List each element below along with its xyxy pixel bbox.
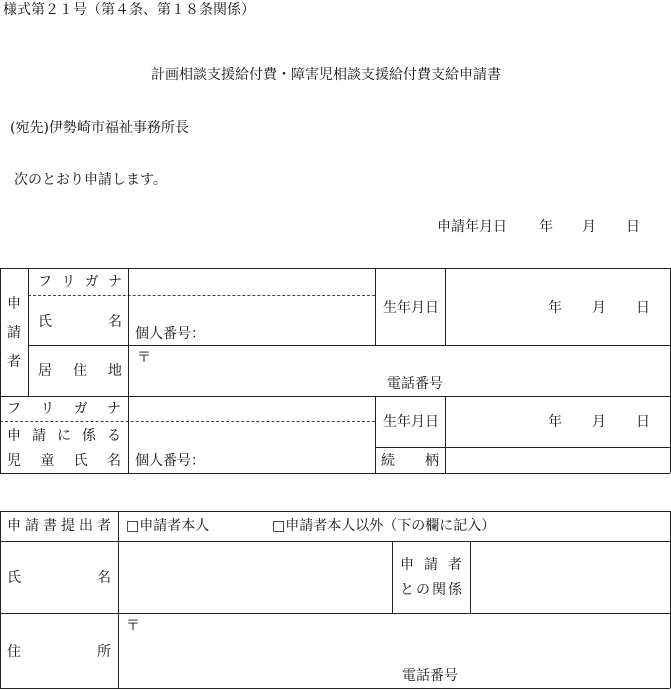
label-char: 住 — [73, 363, 87, 379]
label-char: の — [416, 582, 430, 598]
label-char: 申 — [7, 296, 21, 312]
label-char: 名 — [97, 570, 111, 586]
applicant-address-field[interactable] — [129, 347, 669, 395]
application-date-label: 申請年月日 — [437, 219, 507, 235]
name-label — [38, 315, 122, 329]
child-birthdate-field[interactable] — [446, 398, 669, 446]
label-char: 申 — [7, 518, 21, 534]
child-label-row2 — [7, 454, 121, 468]
label-char: 出 — [79, 518, 93, 534]
postal-mark: 〒 — [137, 350, 151, 366]
label-char: 係 — [82, 428, 96, 444]
label-char: 柄 — [425, 453, 439, 469]
applicant-furigana-field[interactable] — [128, 270, 375, 294]
label-char: ガ — [73, 401, 88, 417]
submitter-name-label — [7, 571, 111, 585]
phone-label: 電話番号 — [387, 376, 443, 392]
label-char: る — [107, 428, 121, 444]
birthdate-label: 生年月日 — [383, 300, 439, 316]
submitter-address-label — [7, 645, 111, 659]
submitter-name-field[interactable] — [119, 543, 391, 612]
label-char: 申 — [400, 557, 414, 573]
applicant-label — [6, 297, 22, 369]
relationship-label — [381, 454, 439, 468]
label-char: 氏 — [38, 314, 52, 330]
birthdate-day: 日 — [636, 300, 650, 316]
application-date-month: 月 — [582, 219, 596, 235]
label-char: 名 — [108, 314, 122, 330]
label-char: リ — [40, 401, 55, 417]
label-char: 氏 — [7, 570, 21, 586]
child-furigana-label — [7, 402, 121, 416]
birthdate-year: 年 — [548, 300, 562, 316]
child-label-row1 — [7, 429, 121, 443]
submitter-label — [7, 519, 111, 533]
child-birthdate-month: 月 — [592, 414, 606, 430]
label-char: 申 — [7, 428, 21, 444]
label-char: 請 — [424, 557, 438, 573]
label-char: に — [57, 428, 71, 444]
label-char: 書 — [43, 518, 57, 534]
label-char: 居 — [38, 363, 52, 379]
label-char: フ — [38, 274, 52, 290]
furigana-label — [38, 275, 122, 289]
label-char: 児 — [7, 453, 21, 469]
label-char: 所 — [97, 644, 111, 660]
label-char: 続 — [381, 453, 395, 469]
label-char: 氏 — [73, 453, 88, 469]
relation-label-row1 — [400, 558, 462, 572]
submitter-relation-field[interactable] — [471, 543, 669, 612]
label-char: と — [400, 582, 414, 598]
label-char: ガ — [84, 274, 99, 290]
application-date-day: 日 — [626, 219, 640, 235]
label-char: 住 — [7, 644, 21, 660]
submitter-address-field[interactable] — [119, 615, 669, 687]
submitter-phone-label: 電話番号 — [402, 668, 458, 684]
submitter-postal-mark: 〒 — [126, 618, 140, 634]
label-char: 請 — [7, 325, 21, 341]
my-number-label: 個人番号： — [135, 326, 205, 342]
label-char: 者 — [7, 354, 21, 370]
relation-label-row2 — [400, 583, 462, 597]
child-birthdate-year: 年 — [548, 414, 562, 430]
form-number: 様式第２１号（第４条、第１８条関係） — [3, 2, 255, 18]
label-char: 童 — [40, 453, 55, 469]
label-char: フ — [7, 401, 21, 417]
label-char: 地 — [108, 363, 122, 379]
form-title: 計画相談支援給付費・障害児相談支援給付費支給申請書 — [151, 67, 501, 83]
birthdate-month: 月 — [592, 300, 606, 316]
option-self-checkbox[interactable]: □申請者本人 — [126, 518, 210, 534]
label-char: 名 — [106, 453, 121, 469]
label-char: ナ — [106, 401, 121, 417]
label-char: ナ — [107, 274, 122, 290]
label-char: 関 — [432, 582, 446, 598]
label-char: 係 — [448, 582, 462, 598]
label-char: 請 — [25, 518, 39, 534]
option-other-checkbox[interactable]: □申請者本人以外（下の欄に記入） — [272, 518, 496, 534]
child-birthdate-day: 日 — [636, 414, 650, 430]
address-label — [38, 364, 122, 378]
label-char: 請 — [32, 428, 46, 444]
child-my-number-label: 個人番号： — [135, 453, 205, 469]
statement: 次のとおり申請します。 — [14, 172, 167, 188]
label-char: 提 — [61, 518, 75, 534]
label-char: 者 — [448, 557, 462, 573]
child-birthdate-label: 生年月日 — [383, 414, 439, 430]
applicant-birthdate-field[interactable] — [446, 270, 669, 344]
application-date-year: 年 — [539, 219, 553, 235]
relationship-field[interactable] — [446, 449, 669, 472]
label-char: リ — [61, 274, 76, 290]
addressee: (宛先)伊勢崎市福祉事務所長 — [10, 120, 189, 136]
label-char: 者 — [97, 518, 111, 534]
